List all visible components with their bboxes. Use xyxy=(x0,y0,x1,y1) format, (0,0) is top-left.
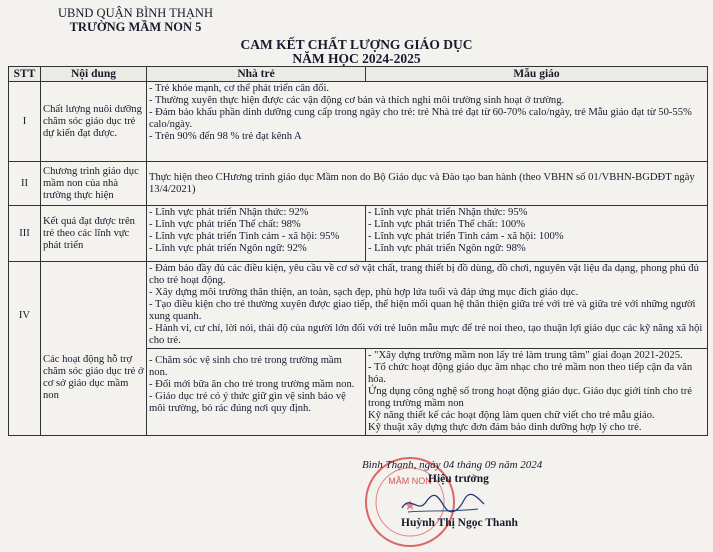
result-line: - Lĩnh vực phát triển Ngôn ngữ: 92% xyxy=(149,243,307,254)
result-line: - Lĩnh vực phát triển Thể chất: 98% xyxy=(149,219,301,230)
nursery-results xyxy=(147,206,366,262)
activity-line: - Giáo dục trẻ có ý thức giữ gìn vệ sinh bảo vệ môi trường, bỏ rác đúng nơi quy định. xyxy=(149,391,346,414)
table-row xyxy=(9,82,708,162)
stamp-star-icon: ★ xyxy=(403,499,417,514)
activity-line: - Tổ chức hoạt động giáo dục âm nhạc cho trẻ mầm non theo tiếp cận đa văn hóa. xyxy=(368,362,693,385)
header-content: Nội dung xyxy=(41,67,147,82)
kindergarten-results xyxy=(366,206,708,262)
detail-line: - Đảm bảo khẩu phần dinh dưỡng cung cấp trong ngày cho trẻ: trẻ Nhà trẻ đạt từ 60-70% calo/ngày, trẻ Mẫu giáo đạt từ 50-55% calo/ngày. xyxy=(149,107,692,130)
detail-line: - Tạo điều kiện cho trẻ thường xuyên được giao tiếp, thể hiện mối quan hệ thân thiện giữa trẻ với trẻ và giữa trẻ với những người xung quanh. xyxy=(149,299,696,322)
result-line: - Lĩnh vực phát triển Tình cảm - xã hội: 100% xyxy=(368,231,564,242)
result-line: - Lĩnh vực phát triển Tình cảm - xã hội: 95% xyxy=(149,231,340,242)
row-content: Chương trình giáo dục mầm non của nhà trường thực hiện xyxy=(41,162,147,206)
activity-line: - Đổi mới bữa ăn cho trẻ trong trường mầm non. xyxy=(149,379,355,390)
detail-line: - Trẻ khỏe mạnh, cơ thể phát triển cân đối. xyxy=(149,83,330,94)
stamp-text: MẦM NON xyxy=(388,476,432,486)
result-line: - Lĩnh vực phát triển Thể chất: 100% xyxy=(368,219,526,230)
activity-line: - "Xây dựng trường mầm non lấy trẻ làm trung tâm" giai đoạn 2021-2025. xyxy=(368,350,683,361)
detail-line: - Trên 90% đến 98 % trẻ đạt kênh A xyxy=(149,131,302,142)
kindergarten-activities xyxy=(366,349,708,436)
row-stt: I xyxy=(9,82,41,162)
row-detail xyxy=(147,82,708,162)
row-stt: IV xyxy=(9,262,41,436)
row-stt: II xyxy=(9,162,41,206)
row-detail: Thực hiện theo CHương trình giáo dục Mầm non do Bộ Giáo dục và Đào tạo ban hành (theo VBHN số 01/VBHN-BGDĐT ngày 13/4/2021) xyxy=(147,162,708,206)
header-kindergarten: Mẫu giáo xyxy=(366,67,708,82)
header-stt: STT xyxy=(9,67,41,82)
signer-name: Huỳnh Thị Ngọc Thanh xyxy=(401,517,518,529)
signer-role: Hiệu trưởng xyxy=(428,473,489,485)
result-line: - Lĩnh vực phát triển Nhận thức: 95% xyxy=(368,207,528,218)
result-line: - Lĩnh vực phát triển Ngôn ngữ: 98% xyxy=(368,243,526,254)
detail-line: - Đảm bảo đầy đủ các điều kiện, yêu cầu về cơ sở vật chất, trang thiết bị đồ dùng, đồ chơi, nguyên vật liệu đa dạng, phong phú đủ cho trẻ hoạt động. xyxy=(149,263,699,286)
detail-line: - Xây dựng môi trường thân thiện, an toàn, sạch đẹp, phù hợp lứa tuổi và đáp ứng mục đích giáo dục. xyxy=(149,287,579,298)
row-stt: III xyxy=(9,206,41,262)
table-row xyxy=(9,262,708,349)
activity-line: Kỹ năng thiết kế các hoạt động làm quen chữ viết cho trẻ mẫu giáo. xyxy=(368,410,655,421)
header-block xyxy=(58,6,213,34)
document-title: CAM KẾT CHẤT LƯỢNG GIÁO DỤC xyxy=(240,37,473,52)
school-name: TRƯỜNG MẦM NON 5 xyxy=(69,20,202,34)
row-content: Chất lượng nuôi dưỡng chăm sóc giáo dục trẻ dự kiến đạt được. xyxy=(41,82,147,162)
row-detail xyxy=(147,262,708,349)
detail-line: - Thường xuyên thực hiện được các vận động cơ bản và thích nghi môi trường sinh hoạt ở trường. xyxy=(149,95,565,106)
authority-name: UBND QUẬN BÌNH THẠNH xyxy=(58,6,213,20)
handwritten-signature xyxy=(398,490,488,516)
result-line: - Lĩnh vực phát triển Nhận thức: 92% xyxy=(149,207,309,218)
activity-line: Ứng dụng công nghệ số trong hoạt động giáo dục. Giáo dục giới tính cho trẻ trong trường mầm non xyxy=(368,386,692,409)
commitment-table xyxy=(8,66,708,436)
table-row xyxy=(9,206,708,262)
school-stamp xyxy=(360,452,460,552)
detail-line: - Hành vi, cư chỉ, lời nói, thái độ của người lớn đối với trẻ luôn mẫu mực để trẻ noi theo, tạo thuận lợi giáo dục các kỹ năng xã hội cho trẻ. xyxy=(149,323,703,346)
school-year: NĂM HỌC 2024-2025 xyxy=(292,51,421,66)
row-content: Các hoạt động hỗ trợ chăm sóc giáo dục trẻ ở cơ sở giáo dục mầm non xyxy=(41,262,147,436)
signing-date: Bình Thạnh, ngày 04 tháng 09 năm 2024 xyxy=(362,459,543,471)
header-nursery: Nhà trẻ xyxy=(147,67,366,82)
table-row xyxy=(9,162,708,206)
activity-line: - Chăm sóc vệ sinh cho trẻ trong trường mầm non. xyxy=(149,355,342,378)
nursery-activities xyxy=(147,349,366,436)
activity-line: Kỹ thuật xây dựng thực đơn đảm bảo dinh dưỡng hợp lý cho trẻ. xyxy=(368,422,642,433)
table-header-row xyxy=(9,67,708,82)
row-content: Kết quả đạt được trên trẻ theo các lĩnh vực phát triển xyxy=(41,206,147,262)
